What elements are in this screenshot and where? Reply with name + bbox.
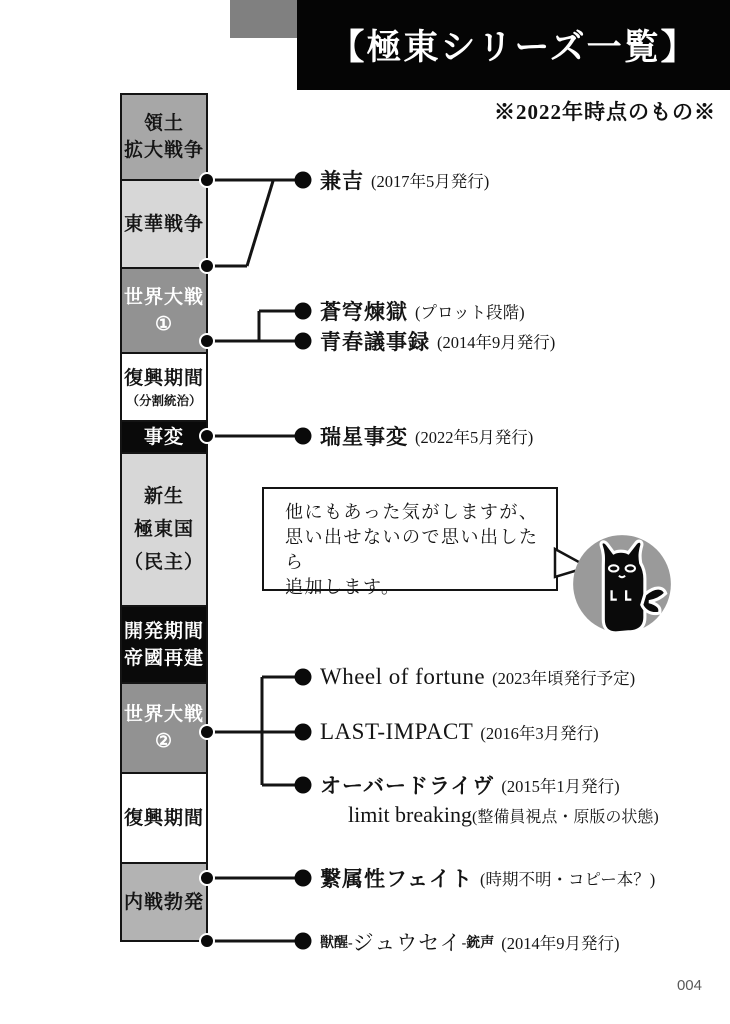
entry-detail: (2014年9月発行) [501,934,620,953]
entry-title: 兼吉 [320,169,364,193]
entry-detail: (2023年頃発行予定) [492,669,636,688]
as-of-note: ※2022年時点のもの※ [494,100,716,124]
entry-title: 蒼穹煉獄 [320,300,408,324]
entry-subtitle: limit breaking [348,802,473,827]
banner-gray-tab [230,0,305,38]
era-block-civil-war [120,862,208,942]
era-block-world-war-1 [120,267,208,354]
era-block-reconstruction-1 [120,352,208,422]
era-label: 帝國再建 [123,647,204,669]
era-label: 事変 [143,426,184,448]
series-entry-zuisei-jihen [320,421,533,451]
entry-title-prefix: 獣醒- [320,936,353,951]
entry-detail: (2016年3月発行) [480,724,599,743]
era-block-reconstruction-2 [120,772,208,864]
entry-bullet [295,669,312,686]
era-block-incident [120,420,208,454]
era-label: 復興期間 [123,807,204,829]
series-entry-juusei [320,927,620,957]
series-entry-seishun-gijiroku [320,326,555,356]
series-entry-keizokusei-fate [320,863,655,893]
era-block-touka-war [120,179,208,269]
cat-mascot-icon [570,532,674,636]
entry-bullet [295,870,312,887]
entry-detail: (2022年5月発行) [415,428,534,447]
entry-bullet [295,303,312,320]
entry-detail: (時期不明・コピー本？) [479,870,656,889]
entry-detail: (プロット段階) [415,303,525,322]
page-title: 【極東シリーズ一覧】 [329,28,698,67]
title-banner [297,0,730,90]
entry-bullet [295,172,312,189]
series-entry-wheel-of-fortune [320,662,635,692]
era-label: 領土 [143,113,184,134]
era-block-new-far-east [120,452,208,607]
entry-title: Wheel of fortune [320,664,486,689]
era-label: 開発期間 [123,620,204,642]
entry-title: 瑞星事変 [320,425,408,449]
series-entry-limit-breaking [348,801,659,829]
era-label: 拡大戦争 [123,140,204,161]
era-block-territory-war [120,93,208,181]
entry-title: 繋属性フェイト [320,867,473,891]
memo-speech-bubble [262,487,558,597]
entry-bullet [295,777,312,794]
era-block-empire-rebuild [120,605,208,684]
era-label: 東華戦争 [123,213,204,235]
series-entry-soukyuu-rengoku [320,296,525,326]
era-label: 新生 [143,486,184,507]
entry-detail: (2017年5月発行) [371,172,490,191]
page-number: 004 [676,977,702,994]
entry-bullet [295,724,312,741]
entry-title: 青春議事録 [320,330,430,354]
entry-title: LAST-IMPACT [320,719,474,744]
entry-title: ジュウセイ [352,931,462,955]
series-entry-overdrive [320,770,620,800]
era-label: 内戦勃発 [123,891,204,913]
bubble-text-line: 追加します。 [285,577,401,597]
entry-title: オーバードライヴ [320,774,495,798]
entry-bullet [295,933,312,950]
era-label: （民主） [123,552,204,573]
series-entry-kanekichi [320,165,489,195]
series-entry-last-impact [320,717,599,747]
era-label: ② [154,731,174,752]
era-label: （分割統治） [126,393,202,408]
entry-subtitle-detail: (整備員視点・原版の状態) [472,808,659,826]
entry-bullet [295,428,312,445]
connector-line [247,181,273,266]
era-label: 世界大戦 [123,704,204,725]
bubble-text-line: 他にもあった気がしますが、 [285,502,539,522]
entry-title-suffix: -銃声 [461,936,495,951]
era-label: ① [154,313,174,335]
entry-detail: (2014年9月発行) [437,333,556,352]
entry-bullet [295,333,312,350]
era-block-world-war-2 [120,682,208,774]
bubble-text-line: 思い出せないので思い出したら [285,527,539,572]
era-label: 世界大戦 [123,286,204,308]
era-label: 復興期間 [123,367,204,389]
entry-detail: (2015年1月発行) [501,777,620,796]
era-label: 極東国 [133,519,194,540]
